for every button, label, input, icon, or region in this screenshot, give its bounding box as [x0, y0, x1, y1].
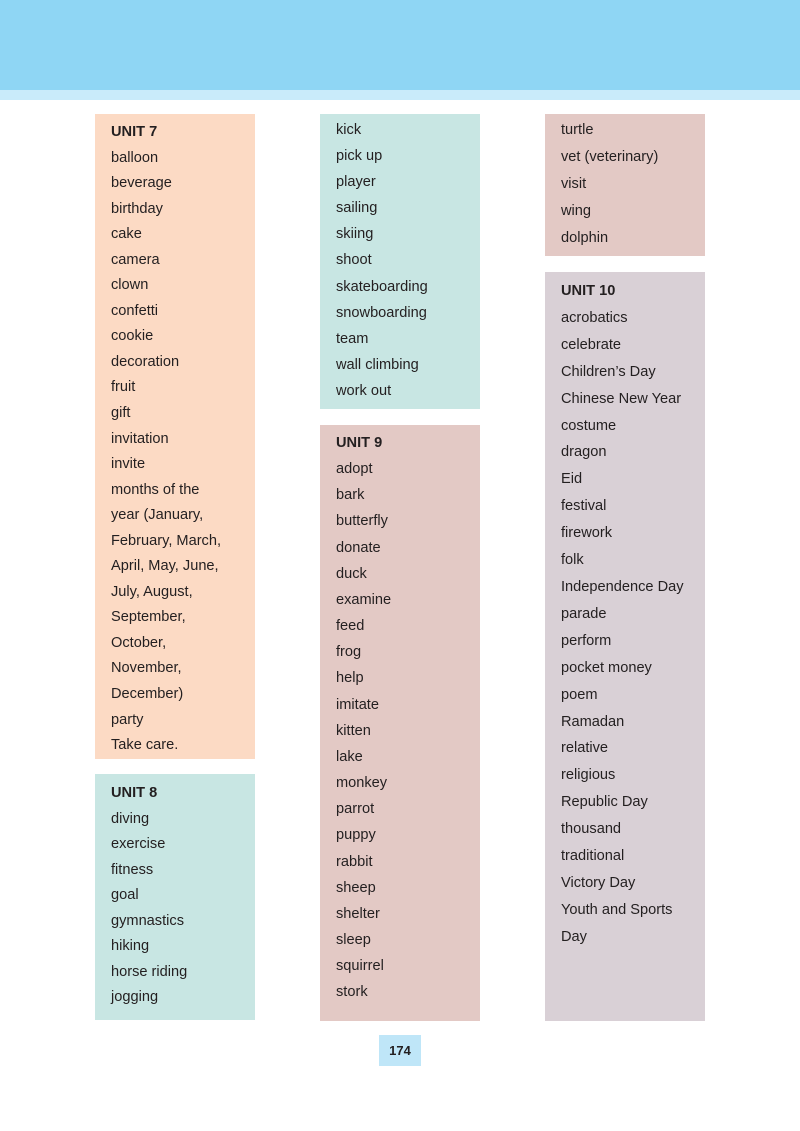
page-number: 174 [379, 1035, 421, 1066]
unit-7-word-box [95, 114, 255, 759]
vocabulary-word: beverage [111, 175, 172, 192]
vocabulary-word: pocket money [561, 659, 652, 676]
vocabulary-word: skateboarding [336, 278, 428, 295]
vocabulary-word: folk [561, 552, 584, 569]
vocabulary-word: hiking [111, 938, 150, 955]
vocabulary-word: Chinese New Year [561, 390, 682, 407]
vocabulary-word: visit [561, 176, 587, 192]
vocabulary-word: Children’s Day [561, 363, 656, 380]
vocabulary-word: donate [336, 539, 381, 556]
vocabulary-word: team [336, 330, 369, 347]
vocabulary-word: sailing [336, 200, 378, 217]
vocabulary-word: poem [561, 686, 598, 703]
vocabulary-word: religious [561, 767, 616, 784]
vocabulary-word: costume [561, 417, 617, 434]
vocabulary-word: fruit [111, 379, 136, 396]
vocabulary-word: monkey [336, 775, 388, 792]
unit-10-word-box [545, 272, 705, 1021]
vocabulary-word: invitation [111, 430, 169, 447]
vocabulary-word: dragon [561, 444, 607, 461]
vocabulary-word: butterfly [336, 513, 388, 530]
vocabulary-word: Day [561, 928, 587, 945]
vocabulary-word: July, August, [111, 583, 193, 600]
vocabulary-word: camera [111, 251, 160, 268]
vocabulary-word: parade [561, 605, 607, 622]
vocabulary-word: wall climbing [336, 356, 419, 373]
unit-title: UNIT 10 [561, 283, 616, 299]
vocabulary-word: invite [111, 456, 146, 473]
vocabulary-word: turtle [561, 122, 594, 138]
vocabulary-word: October, [111, 634, 167, 651]
vocabulary-word: lake [336, 748, 363, 765]
vocabulary-word: jogging [111, 989, 159, 1006]
vocabulary-word: April, May, June, [111, 558, 219, 575]
vocabulary-word: imitate [336, 696, 379, 713]
vocabulary-word: Ramadan [561, 713, 625, 730]
unit-8-word-box [95, 774, 255, 1020]
unit-title: UNIT 9 [336, 435, 383, 451]
vocabulary-word: Take care. [111, 737, 179, 754]
vocabulary-word: cake [111, 226, 142, 243]
vocabulary-word: Independence Day [561, 578, 684, 595]
vocabulary-word: party [111, 711, 144, 728]
vocabulary-word: pick up [336, 148, 383, 165]
vocabulary-word: duck [336, 565, 367, 582]
unit-9-word-box [320, 425, 480, 1021]
vocabulary-word: kick [336, 122, 362, 138]
vocabulary-word: confetti [111, 302, 159, 319]
header-strip [0, 90, 800, 100]
vocabulary-word: traditional [561, 848, 625, 865]
vocabulary-word: adopt [336, 461, 373, 478]
vocabulary-word: vet (veterinary) [561, 149, 659, 165]
unit-title: UNIT 7 [111, 124, 158, 140]
vocabulary-word: snowboarding [336, 304, 427, 321]
vocabulary-word: kitten [336, 722, 371, 739]
vocabulary-word: parrot [336, 801, 375, 818]
vocabulary-word: December) [111, 686, 184, 703]
vocabulary-word: November, [111, 660, 182, 677]
vocabulary-word: shoot [336, 252, 372, 269]
vocabulary-word: work out [336, 382, 392, 399]
vocabulary-word: Youth and Sports [561, 901, 673, 918]
vocabulary-word: fitness [111, 861, 154, 878]
vocabulary-word: stork [336, 984, 368, 1001]
unit-8-continued-word-box [320, 114, 480, 409]
vocabulary-word: thousand [561, 821, 622, 838]
vocabulary-word: relative [561, 740, 609, 757]
header-band [0, 0, 800, 90]
vocabulary-word: skiing [336, 226, 374, 243]
vocabulary-word: perform [561, 632, 612, 649]
vocabulary-word: exercise [111, 836, 166, 853]
vocabulary-word: February, March, [111, 532, 222, 549]
vocabulary-word: help [336, 670, 364, 687]
vocabulary-word: September, [111, 609, 186, 626]
vocabulary-word: examine [336, 591, 392, 608]
vocabulary-word: sheep [336, 879, 376, 896]
vocabulary-word: diving [111, 810, 150, 827]
vocabulary-word: puppy [336, 827, 376, 844]
vocabulary-word: gymnastics [111, 912, 184, 929]
vocabulary-word: sleep [336, 931, 371, 948]
vocabulary-word: Victory Day [561, 874, 636, 891]
vocabulary-word: wing [561, 203, 592, 219]
vocabulary-word: Republic Day [561, 794, 648, 811]
vocabulary-word: cookie [111, 328, 154, 345]
vocabulary-word: birthday [111, 200, 163, 217]
vocabulary-word: firework [561, 525, 613, 542]
vocabulary-word: celebrate [561, 336, 622, 353]
vocabulary-word: dolphin [561, 230, 609, 246]
vocabulary-word: squirrel [336, 958, 384, 975]
vocabulary-word: bark [336, 487, 365, 504]
vocabulary-word: shelter [336, 905, 380, 922]
vocabulary-word: frog [336, 644, 362, 661]
vocabulary-word: goal [111, 887, 139, 904]
vocabulary-word: months of the [111, 481, 200, 498]
vocabulary-word: acrobatics [561, 309, 628, 326]
vocabulary-word: year (January, [111, 507, 204, 524]
vocabulary-word: festival [561, 498, 607, 515]
vocabulary-word: balloon [111, 149, 159, 166]
vocabulary-word: feed [336, 618, 365, 635]
unit-9-continued-word-box [545, 114, 705, 256]
vocabulary-word: Eid [561, 471, 583, 488]
vocabulary-word: clown [111, 277, 149, 294]
vocabulary-word: rabbit [336, 853, 373, 870]
vocabulary-word: horse riding [111, 963, 188, 980]
unit-title: UNIT 8 [111, 785, 158, 801]
vocabulary-word: player [336, 174, 376, 191]
vocabulary-word: decoration [111, 353, 180, 370]
vocabulary-word: gift [111, 405, 131, 422]
